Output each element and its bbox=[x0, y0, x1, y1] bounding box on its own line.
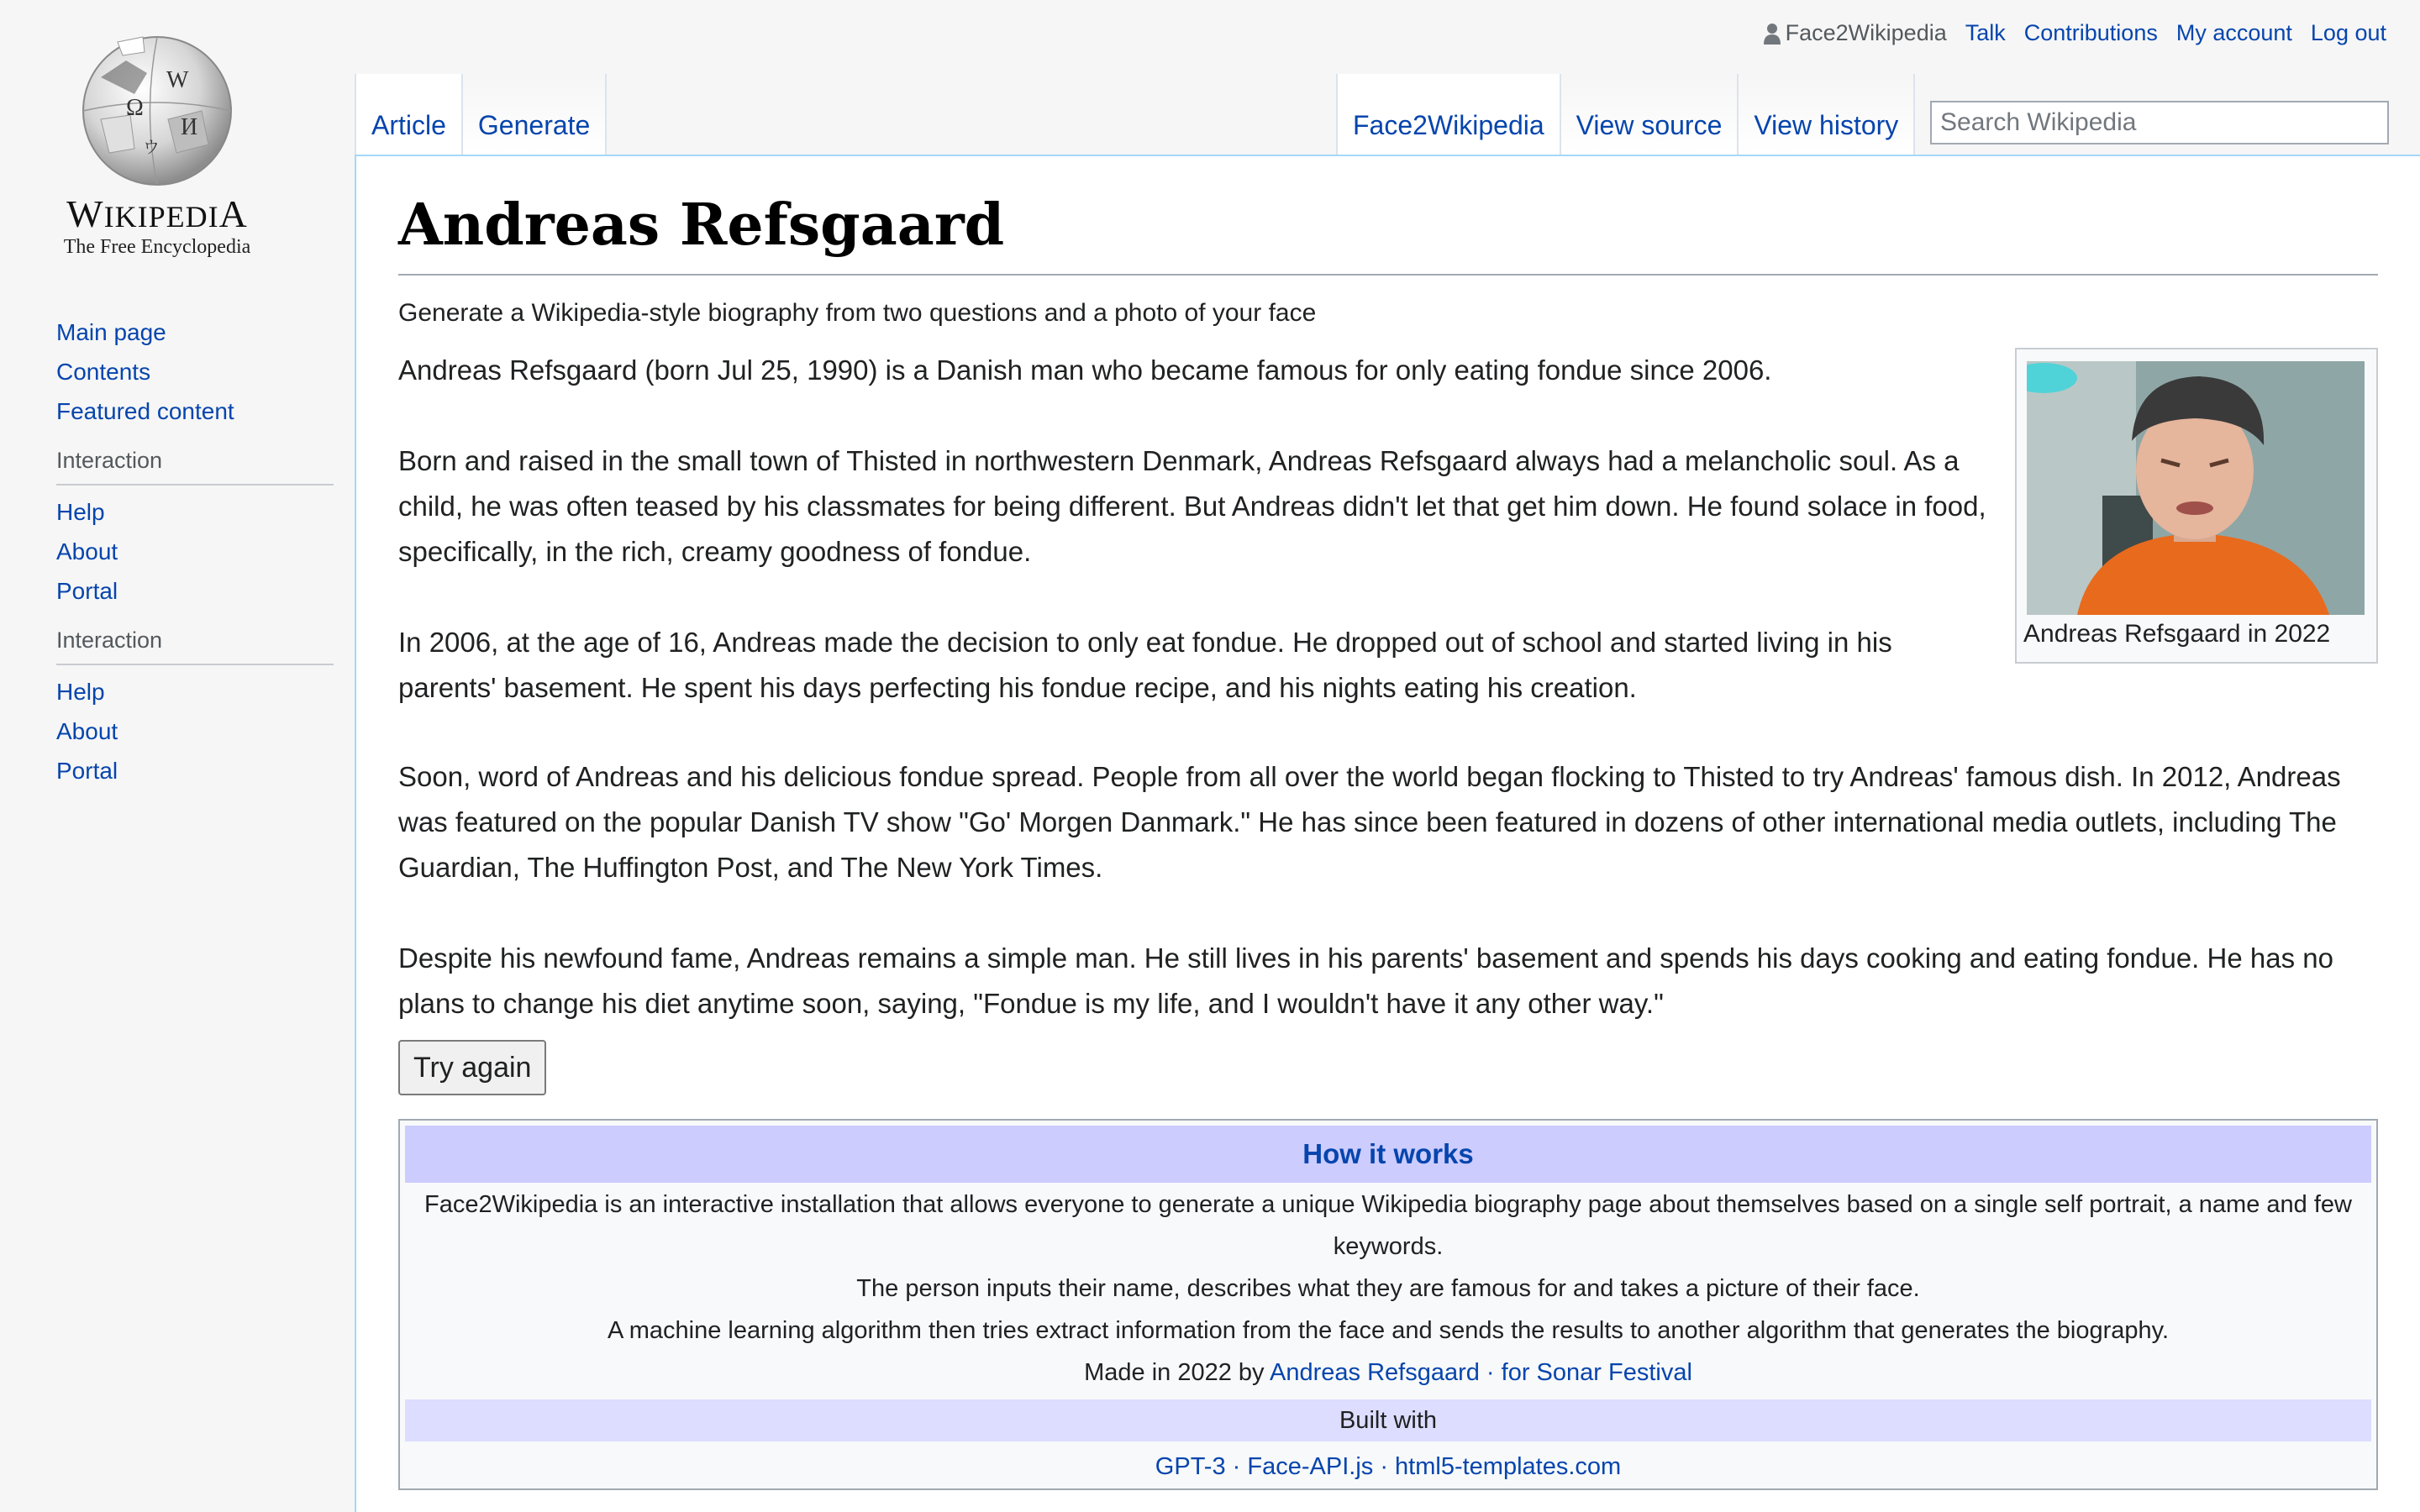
sidebar-item-about-2[interactable]: About bbox=[56, 718, 118, 744]
wikipedia-globe-icon bbox=[67, 27, 247, 186]
article-paragraph-5: Despite his newfound fame, Andreas remains a simple man. He still lives in his parents' basement and spends his days cooking and eating fondue. He has no plans to change his diet anytime soon, saying, "Fondue is my life, and I wouldn't have it any other way." bbox=[398, 942, 2333, 1019]
how-it-works-box bbox=[398, 1119, 2378, 1490]
svg-text:И: И bbox=[181, 114, 198, 140]
how-it-works-line-2: The person inputs their name, describes what they are famous for and takes a picture of their face. bbox=[856, 1275, 1920, 1302]
how-it-works-title: How it works bbox=[405, 1126, 2371, 1183]
author-link[interactable]: Andreas Refsgaard bbox=[1270, 1359, 1480, 1386]
my-account-link[interactable]: My account bbox=[2175, 20, 2292, 45]
article-paragraph-2: Born and raised in the small town of Thisted in northwestern Denmark, Andreas Refsgaard always had a melancholic soul. As a child, he was often teased by his classmates for being different. But Andreas didn't let that get him down. He found solace in food, specifically, in the rich, creamy goodness of fondue. bbox=[398, 445, 1986, 567]
tools-line bbox=[405, 1453, 2371, 1481]
sidebar-item-help[interactable]: Help bbox=[56, 499, 105, 525]
contributions-link[interactable]: Contributions bbox=[2023, 20, 2158, 45]
title-divider bbox=[398, 274, 2378, 276]
svg-text:Ω: Ω bbox=[126, 95, 144, 121]
article-paragraph-1: Andreas Refsgaard (born Jul 25, 1990) is a Danish man who became famous for only eating fondue since 2006. bbox=[398, 354, 1772, 386]
article-paragraph-4: Soon, word of Andreas and his delicious fondue spread. People from all over the world began flocking to Thisted to try Andreas' famous dish. In 2012, Andreas was featured on the popular Danish TV show "Go' Morgen Danmark." He has since been featured in dozens of other international media outlets, including The Guardian, The Huffington Post, and The New York Times. bbox=[398, 761, 2341, 883]
portrait-caption: Andreas Refsgaard in 2022 bbox=[2023, 620, 2331, 648]
sidebar-item-about[interactable]: About bbox=[56, 538, 118, 564]
portrait-thumbnail bbox=[2015, 348, 2378, 664]
html5-templates-link[interactable]: html5-templates.com bbox=[1395, 1453, 1622, 1480]
sidebar-item-featured-content[interactable]: Featured content bbox=[56, 398, 234, 424]
tab-view-history[interactable]: View history bbox=[1739, 74, 1915, 155]
try-again-button[interactable]: Try again bbox=[398, 1040, 546, 1095]
tab-generate[interactable]: Generate bbox=[463, 74, 607, 155]
tool-separator: · bbox=[1225, 1453, 1248, 1480]
face-api-link[interactable]: Face-API.js bbox=[1247, 1453, 1374, 1480]
tool-separator-2: · bbox=[1373, 1453, 1396, 1480]
svg-text:W: W bbox=[166, 67, 189, 93]
user-menu[interactable] bbox=[1764, 20, 1947, 46]
wikipedia-logo[interactable] bbox=[47, 22, 267, 265]
user-name-label: Face2Wikipedia bbox=[1785, 20, 1947, 45]
sidebar-item-portal[interactable]: Portal bbox=[56, 578, 118, 604]
how-it-works-line-1: Face2Wikipedia is an interactive installation that allows everyone to generate a unique Wikipedia biography page about themselves based on a single self portrait, a name and few bbox=[424, 1191, 2352, 1218]
made-by-line bbox=[405, 1359, 2371, 1387]
talk-link[interactable]: Talk bbox=[1965, 20, 2006, 45]
gpt3-link[interactable]: GPT-3 bbox=[1155, 1453, 1226, 1480]
sidebar-heading-interaction: Interaction bbox=[56, 448, 334, 486]
article-body bbox=[398, 348, 1995, 756]
sidebar-item-main-page[interactable]: Main page bbox=[56, 319, 166, 345]
view-tabs bbox=[1336, 74, 1915, 155]
article-paragraph-3: In 2006, at the age of 16, Andreas made the decision to only eat fondue. He dropped out of school and started living in his parents' basement. He spent his days perfecting his fondue recipe, and his nights eating his creation. bbox=[398, 627, 1892, 703]
sidebar-item-contents[interactable]: Contents bbox=[56, 359, 151, 385]
personal-toolbar bbox=[1745, 20, 2386, 46]
sidebar-heading-interaction-2: Interaction bbox=[56, 627, 334, 665]
how-it-works-line-1b: keywords. bbox=[1333, 1233, 1444, 1260]
sidebar-item-portal-2[interactable]: Portal bbox=[56, 758, 118, 784]
made-by-prefix: Made in 2022 by bbox=[1084, 1359, 1265, 1386]
page-title: Andreas Refsgaard bbox=[398, 192, 1005, 259]
page-subtitle: Generate a Wikipedia-style biography from two questions and a photo of your face bbox=[398, 299, 1317, 327]
tab-article[interactable]: Article bbox=[355, 74, 463, 155]
sidebar bbox=[56, 312, 334, 790]
wikipedia-tagline: The Free Encyclopedia bbox=[63, 236, 251, 258]
tab-view-source[interactable]: View source bbox=[1561, 74, 1739, 155]
tab-face2wikipedia[interactable]: Face2Wikipedia bbox=[1336, 74, 1561, 155]
log-out-link[interactable]: Log out bbox=[2310, 20, 2386, 45]
sidebar-item-help-2[interactable]: Help bbox=[56, 679, 105, 705]
user-icon bbox=[1764, 23, 1781, 45]
built-with-bar: Built with bbox=[405, 1399, 2371, 1441]
wikipedia-wordmark: WIKIPEDIA bbox=[66, 192, 248, 235]
how-it-works-line-3: A machine learning algorithm then tries extract information from the face and sends the results to another algorithm that generates the biography. bbox=[607, 1317, 2170, 1344]
svg-text:ウ: ウ bbox=[143, 139, 160, 157]
made-for-separator: · for bbox=[1479, 1359, 1537, 1386]
namespace-tabs bbox=[355, 74, 607, 155]
search-input[interactable] bbox=[1930, 101, 2389, 144]
portrait-photo[interactable] bbox=[2027, 361, 2365, 615]
sonar-festival-link[interactable]: Sonar Festival bbox=[1536, 1359, 1692, 1386]
